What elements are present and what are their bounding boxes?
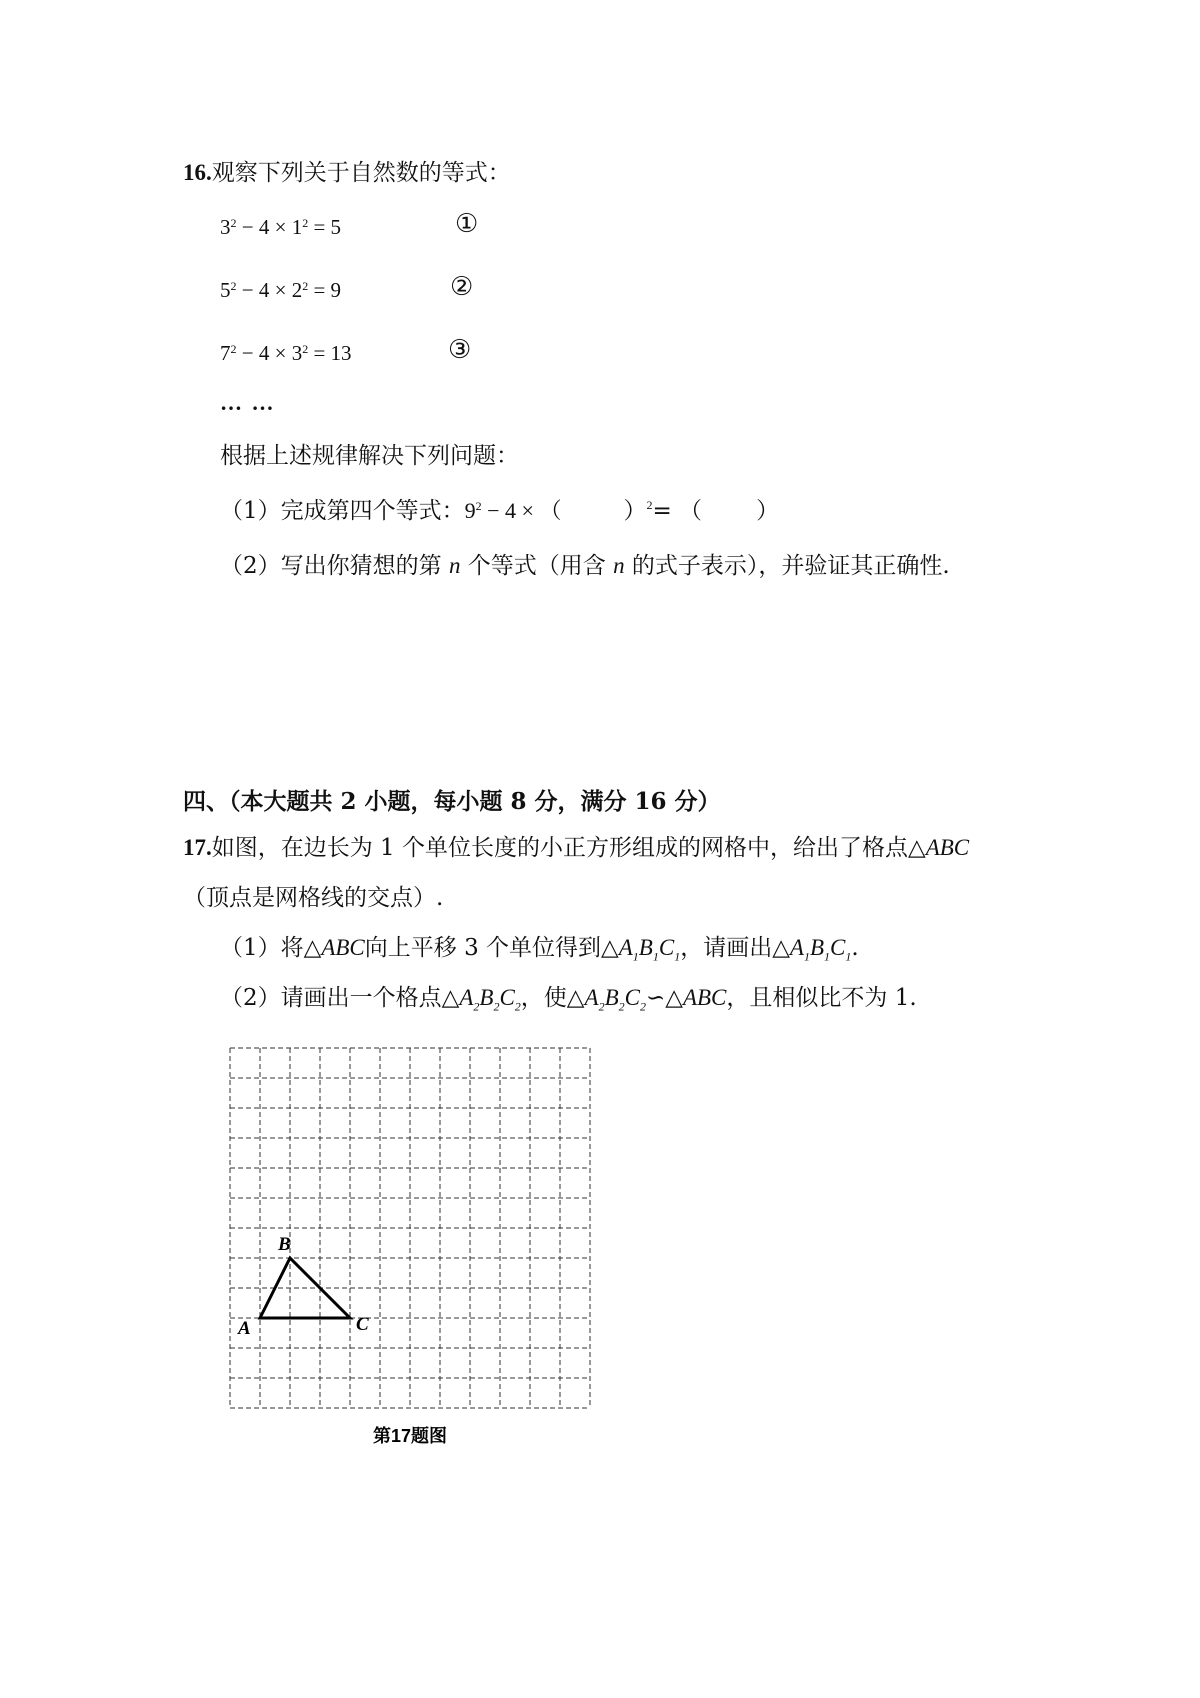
eq2-mark: ② (450, 272, 474, 302)
vertex-label-b: B (278, 1234, 291, 1255)
q17-part1-end: . (851, 935, 859, 961)
q17-abc: ABC (925, 835, 970, 860)
q17-part2-a: （2）请画出一个格点△ (220, 985, 460, 1011)
eq3-b: 3 (291, 341, 303, 365)
eq3-mark: ③ (448, 335, 472, 365)
eq3-rhs: 13 (330, 341, 352, 365)
grid-figure (222, 1030, 622, 1482)
q16-part2-b: 个等式（用含 (467, 553, 606, 579)
q17-part1: （1）将△ABC向上平移 3 个单位得到$\triangle A_1B_1C_1$，请画出$\triangle A_1B_1C_1$. (220, 935, 859, 964)
eq3-a: 7 (220, 341, 231, 365)
eq1-mark: ① (455, 209, 479, 239)
q17-part1-b: 向上平移 3 个单位得到△ (364, 935, 619, 961)
q16-part1: （1）完成第四个等式：$9^2 - 4$ × （ ）$^2$= （ ） (220, 498, 780, 524)
q16-part1-end: = （ (652, 498, 703, 524)
eq2-a: 5 (220, 278, 231, 302)
q17-number: 17. (183, 835, 212, 860)
vertex-label-c: C (356, 1314, 369, 1335)
grid-lines (230, 1048, 590, 1408)
q17-part1-c: ，请画出△ (680, 935, 790, 961)
figure-caption: 第17题图 (372, 1426, 448, 1446)
q16-number: 16. (183, 160, 212, 185)
q17-part2-c: ，且相似比不为 1. (726, 985, 917, 1011)
q16-part2 (220, 551, 950, 581)
q16-part1-end-close: ） (756, 498, 780, 524)
eq1-rhs: 5 (330, 215, 342, 239)
q17-line1 (183, 833, 969, 863)
q16-part1-close: ） (623, 498, 647, 524)
vertex-label-a: A (238, 1318, 251, 1339)
q16-stem (183, 158, 511, 188)
n-var-1: n (448, 553, 461, 578)
q17-part2-b: ，使△ (520, 985, 585, 1011)
section-heading: 四、（本大题共 2 小题，每小题 8 分，满分 16 分） (183, 788, 721, 815)
q17-line1-text: 如图，在边长为 1 个单位长度的小正方形组成的网格中，给出了格点△ (211, 835, 926, 861)
q17-part2-abc: ABC (682, 985, 727, 1010)
q17-part2: （2）请画出一个格点$\triangle A_2B_2C_2$，使$\triangle A_2B_2C_2∽\triangle ABC$，且相似比不为 1. (220, 985, 917, 1014)
q16-part1-label: （1）完成第四个等式： (220, 498, 465, 524)
eq1-a: 3 (220, 215, 231, 239)
q16-part1-base: 9 (464, 498, 476, 523)
q16-intro: 根据上述规律解决下列问题： (220, 443, 519, 469)
q17-line2: （顶点是网格线的交点）. (183, 885, 444, 911)
eq2-b: 2 (291, 278, 303, 302)
q17-part1-abc: ABC (321, 935, 365, 960)
equation-1: $3^2 - 4 \times 1^2 = 5$ (220, 215, 342, 239)
q16-part2-c: 的式子表示），并验证其正确性. (631, 553, 950, 579)
equation-2: $5^2 - 4 \times 2^2 = 9$ (220, 278, 342, 302)
ellipsis: … … (220, 390, 276, 415)
q16-part2-a: （2）写出你猜想的第 (220, 553, 442, 579)
q16-part1-mid: − 4 × （ (481, 498, 562, 523)
q16-part1-exp: 2 (646, 498, 653, 512)
q17-part1-a: （1）将△ (220, 935, 322, 961)
n-var-2: n (613, 553, 625, 578)
q16-stem-text: 观察下列关于自然数的等式： (211, 160, 511, 186)
similar-symbol: ∽△ (645, 985, 683, 1011)
eq1-b: 1 (291, 215, 303, 239)
eq2-rhs: 9 (330, 278, 342, 302)
equation-3: $7^2 - 4 \times 3^2 = 13$ (220, 341, 352, 365)
